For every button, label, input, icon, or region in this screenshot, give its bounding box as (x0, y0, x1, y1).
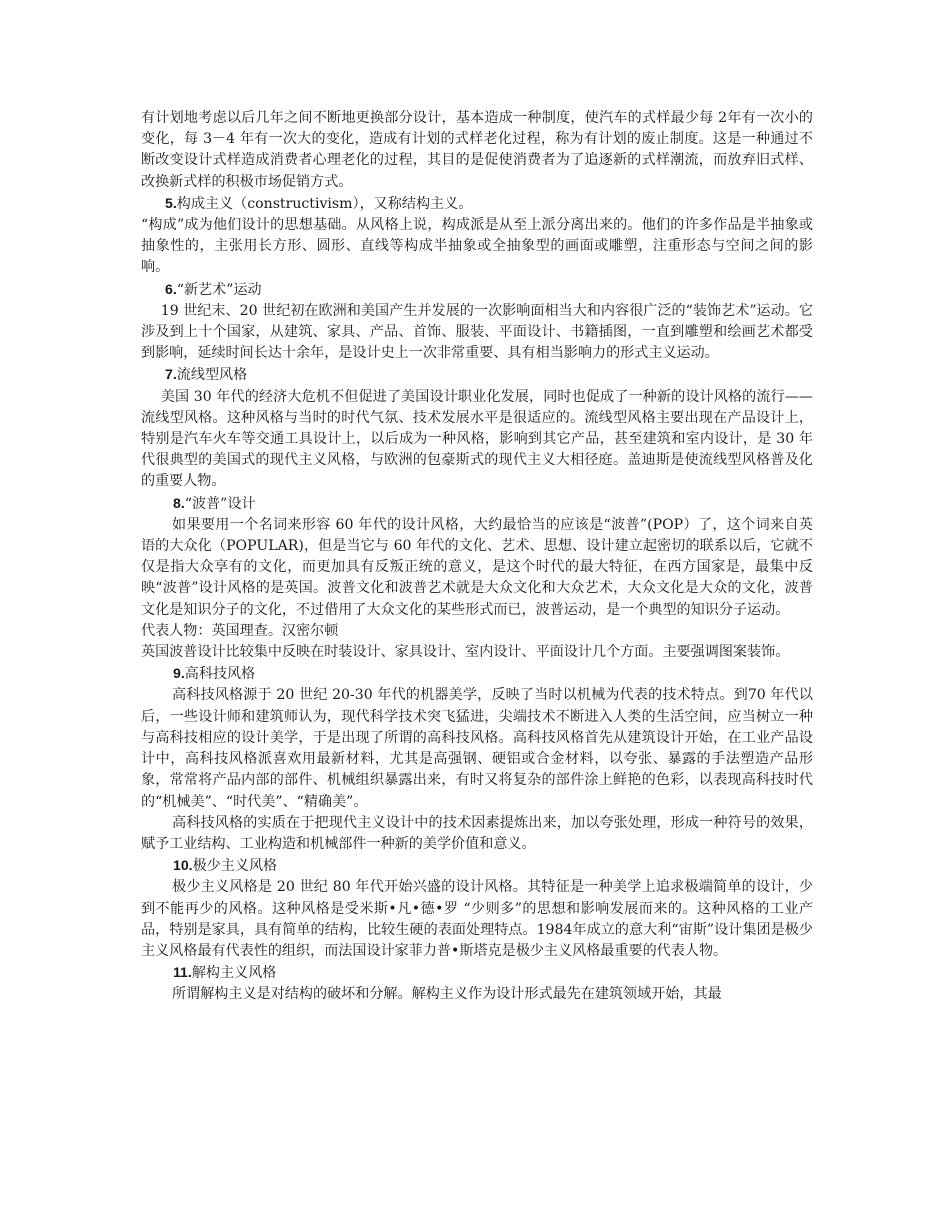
document-page (141, 108, 813, 1006)
heading-number: 6. (165, 280, 177, 297)
paragraph-pop-representative: 代表人物：英国理查。汉密尔顿 (141, 622, 339, 639)
heading-art-nouveau (141, 279, 813, 301)
paragraph-deconstructivism: 所谓解构主义是对结构的破坏和分解。解构主义作为设计形式最先在建筑领域开始，其最 (172, 986, 722, 1003)
paragraph-planned-obsolescence: 有计划地考虑以后几年之间不断地更换部分设计，基本造成一种制度，使汽车的式样最少每 2年有一次小的变化，每 3－4 年有一次大的变化，造成有计划的式样老化过程，称为有计划的废止制度。这是一种通过不断改变设计式样造成消费者心理老化的过程，其目的是促使消费者为了追逐新的式样潮流，而放弃旧式样、改换新式样的积极市场促销方式。 (141, 110, 813, 190)
heading-streamline (141, 364, 813, 386)
heading-number: 7. (165, 366, 177, 383)
paragraph-pop-design: 如果要用一个名词来形容 60 年代的设计风格，大约最恰当的应该是“波普”(POP）了，这个词来自英语的大众化（POPULAR)，但是当它与 60 年代的文化、艺术、思想、设计建立起密切的联系以后，它就不仅是指大众享有的文化，而更加具有反叛正统的意义，是这个时代的最大特征，在西方国家是，最集中反映“波普”设计风格的是英国。波普文化和波普艺术就是大众文化和大众艺术，大众文化是大众的文化，波普文化是知识分子的文化，不过借用了大众文化的某些形式而已，波普运动，是一个典型的知识分子运动。 (141, 516, 813, 618)
heading-text: 流线型风格 (176, 367, 248, 384)
paragraph-high-tech-essence: 高科技风格的实质在于把现代主义设计中的技术因素提炼出来，加以夸张处理，形成一种符号的效果，赋予工业结构、工业构造和机械部件一种新的美学价值和意义。 (141, 814, 813, 852)
paragraph-art-nouveau: 19 世纪末、20 世纪初在欧洲和美国产生并发展的一次影响面相当大和内容很广泛的“装饰艺术”运动。它涉及到上十个国家，从建筑、家具、产品、首饰、服装、平面设计、书籍插图，一直到雕塑和绘画艺术都受到影响，延续时间长达十余年，是设计史上一次非常重要、具有相当影响力的形式主义运动。 (141, 302, 813, 362)
heading-number: 11. (173, 964, 192, 981)
heading-number: 10. (173, 857, 193, 874)
heading-minimalism (141, 855, 813, 877)
heading-text: “新艺术”运动 (176, 281, 262, 298)
heading-text: 高科技风格 (184, 666, 256, 683)
paragraph-high-tech: 高科技风格源于 20 世纪 20-30 年代的机器美学，反映了当时以机械为代表的技术特点。到70 年代以后，一些设计师和建筑师认为，现代科学技术突飞猛进，尖端技术不断进入人类的生活空间，应当树立一种与高科技相应的设计美学，于是出现了所谓的高科技风格。高科技风格首先从建筑设计开始，在工业产品设计中，高科技风格派喜欢用最新材料，尤其是高强钢、硬铝或合金材料，以夸张、暴露的手法塑造产品形象，常常将产品内部的部件、机械组织暴露出来，有时又将复杂的部件涂上鲜艳的色彩，以表现高科技时代的“机械美”、“时代美”、“精确美”。 (141, 687, 813, 810)
heading-constructivism (141, 193, 813, 215)
heading-number: 8. (173, 494, 185, 511)
heading-text: 构成主义（constructivism），又称结构主义。 (176, 195, 473, 212)
heading-text: “波普”设计 (184, 495, 256, 512)
heading-text: 解构主义风格 (191, 965, 277, 982)
heading-text: 极少主义风格 (192, 858, 278, 875)
heading-number: 9. (173, 665, 185, 682)
paragraph-pop-british: 英国波普设计比较集中反映在时装设计、家具设计、室内设计、平面设计几个方面。主要强调图案装饰。 (141, 644, 790, 661)
paragraph-streamline: 美国 30 年代的经济大危机不但促进了美国设计职业化发展，同时也促成了一种新的设计风格的流行——流线型风格。这种风格与当时的时代气氛、技术发展水平是很适应的。流线型风格主要出现在产品设计上，特别是汽车火车等交通工具设计上，以后成为一种风格，影响到其它产品，甚至建筑和室内设计，是 30 年代很典型的美国式的现代主义风格，与欧洲的包豪斯式的现代主义大相径庭。盖迪斯是使流线型风格普及化的重要人物。 (141, 388, 813, 490)
heading-pop-design (141, 493, 813, 515)
paragraph-constructivism: “构成”成为他们设计的思想基础。从风格上说，构成派是从至上派分离出来的。他们的许多作品是半抽象或抽象性的，主张用长方形、圆形、直线等构成半抽象或全抽象型的画面或雕塑，注重形态与空间之间的影响。 (141, 217, 813, 276)
paragraph-minimalism: 极少主义风格是 20 世纪 80 年代开始兴盛的设计风格。其特征是一种美学上追求极端简单的设计，少到不能再少的风格。这种风格是受米斯•凡•德•罗 “少则多”的思想和影响发展而来的。这种风格的工业产品，特别是家具，具有简单的结构，比较生硬的表面处理特点。1984年成立的意大利“宙斯”设计集团是极少主义风格最有代表性的组织，而法国设计家菲力普•斯塔克是极少主义风格最重要的代表人物。 (141, 879, 813, 959)
heading-high-tech (141, 663, 813, 685)
heading-deconstructivism (141, 962, 813, 984)
heading-number: 5. (165, 194, 177, 211)
